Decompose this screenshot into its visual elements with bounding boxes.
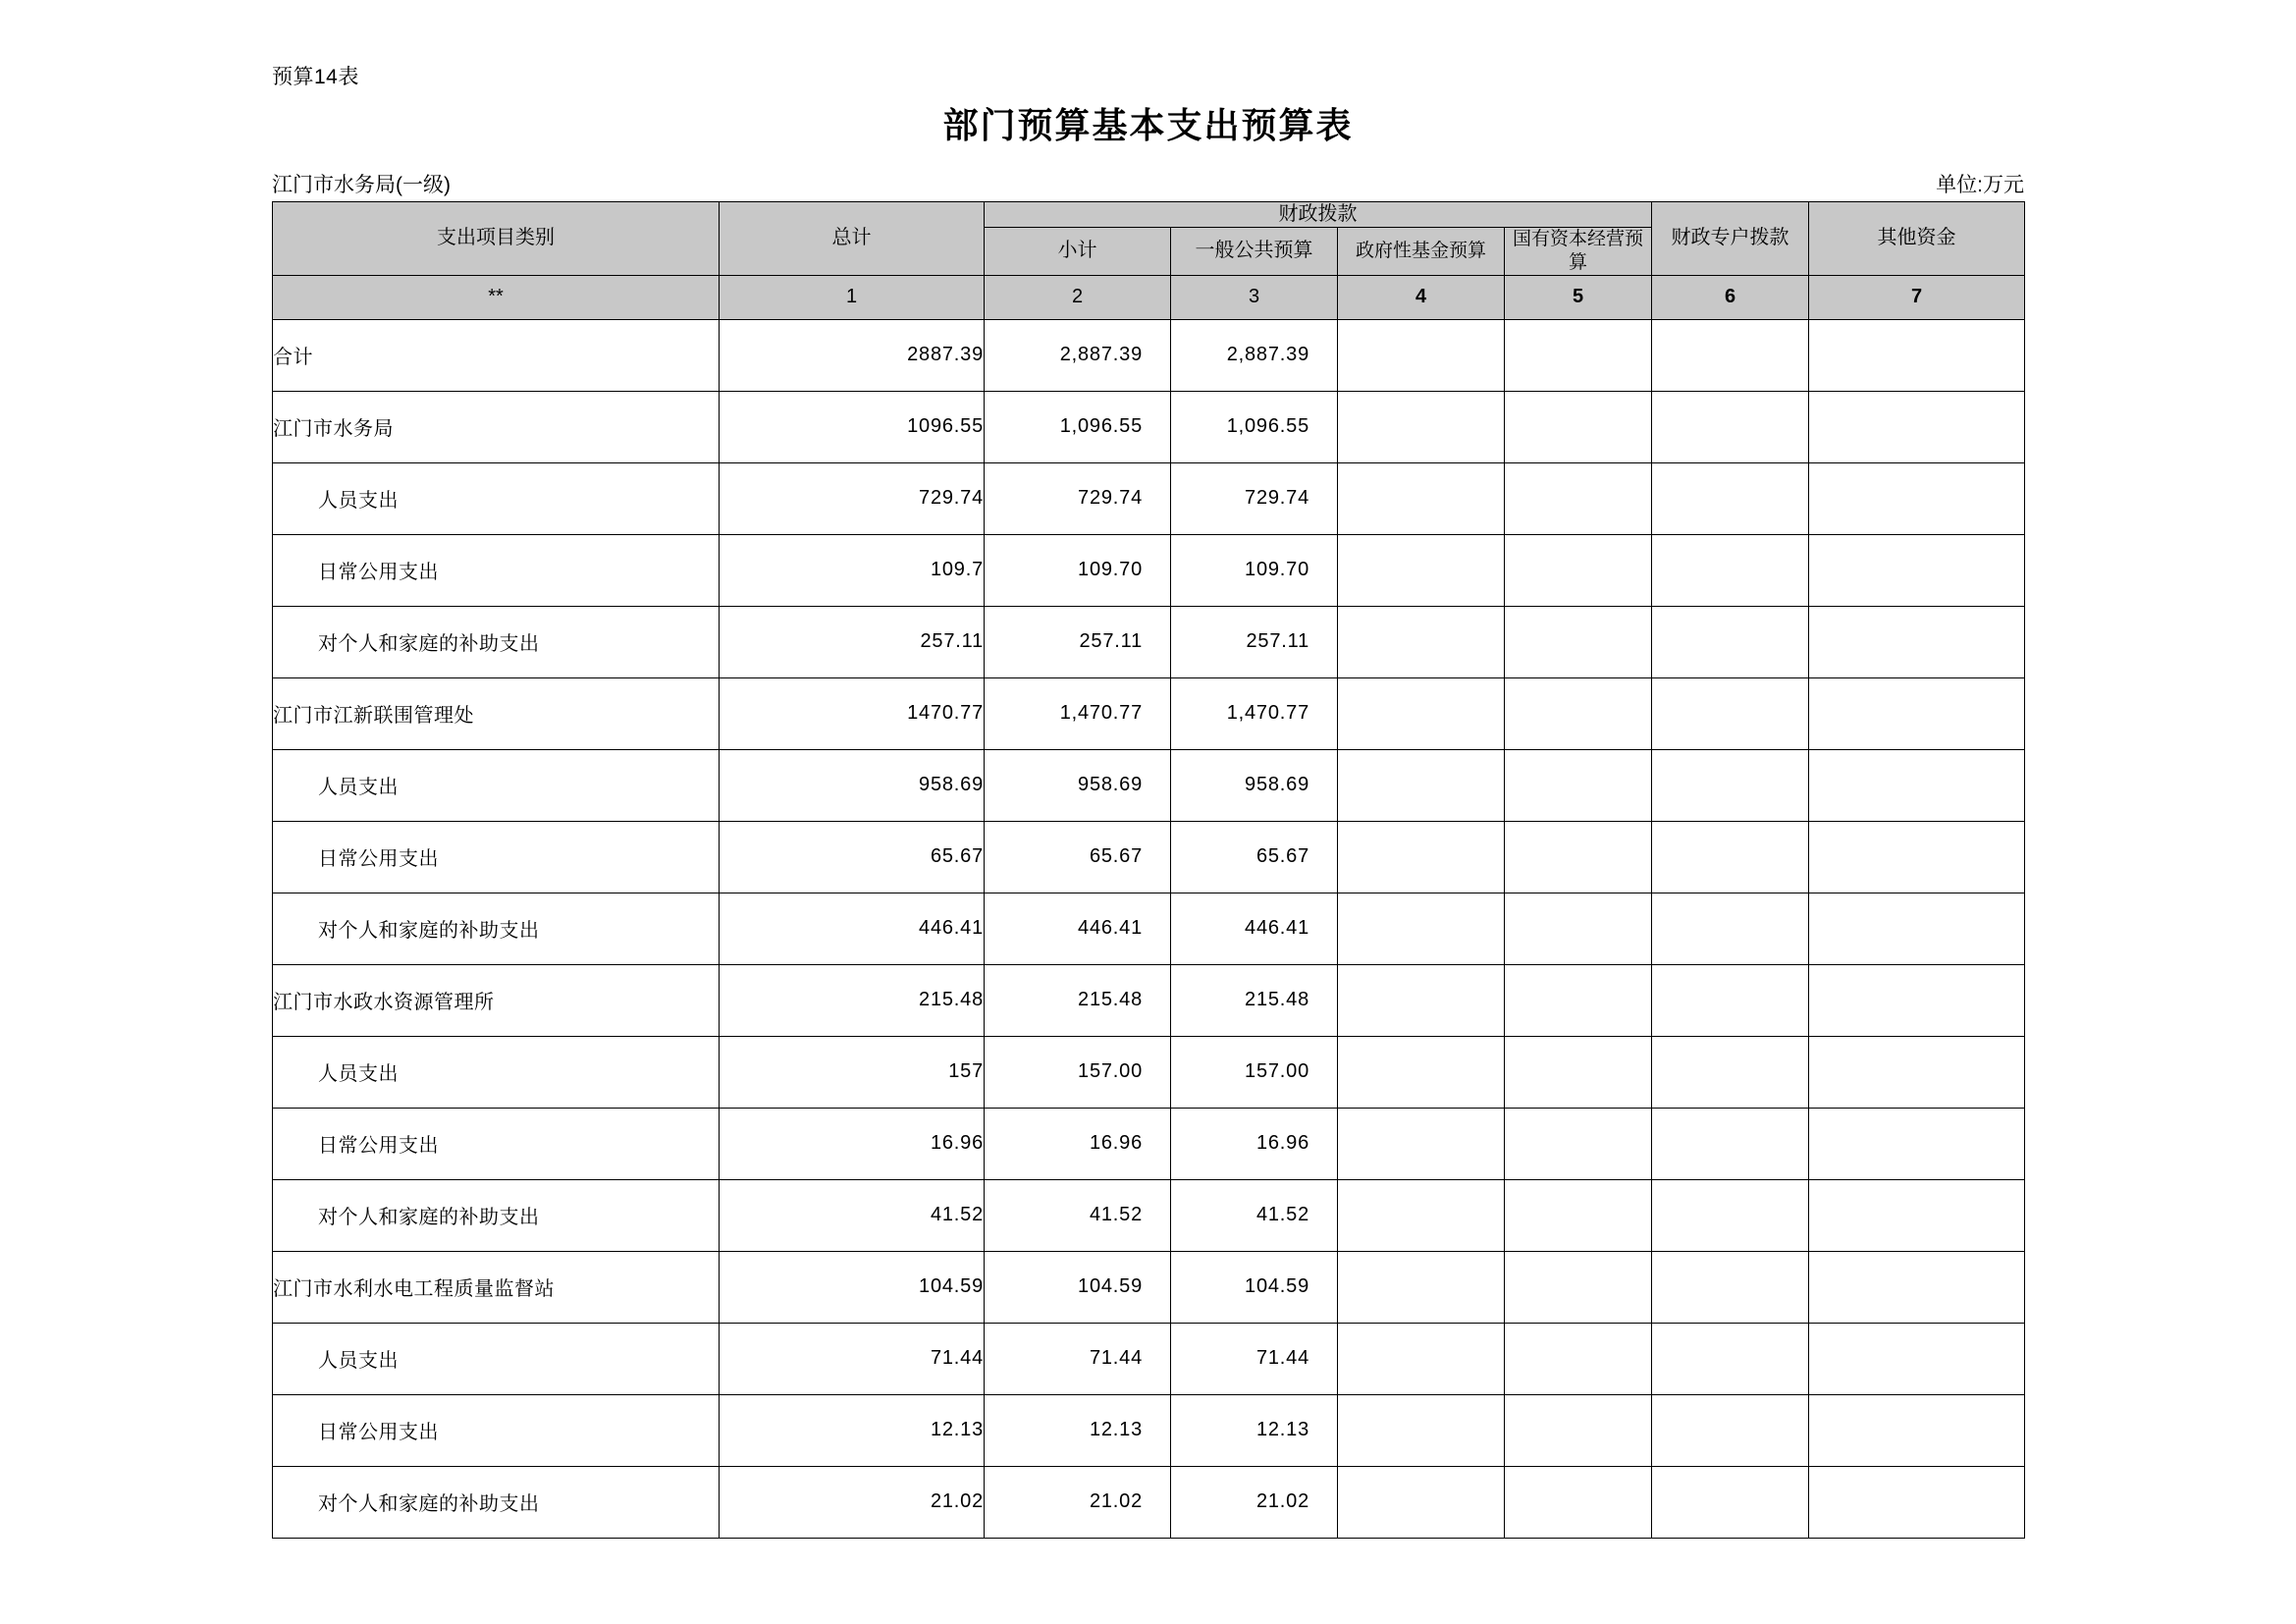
cell-total: 257.11 (720, 606, 985, 677)
cell-general-public-budget: 1,470.77 (1171, 677, 1338, 749)
cell-gov-fund-budget (1338, 1036, 1505, 1108)
cell-state-capital-budget (1505, 391, 1652, 462)
table-row (273, 1466, 2025, 1538)
cell-subtotal: 104.59 (985, 1251, 1171, 1323)
cell-general-public-budget: 41.52 (1171, 1179, 1338, 1251)
cell-general-public-budget: 104.59 (1171, 1251, 1338, 1323)
cell-general-public-budget: 109.70 (1171, 534, 1338, 606)
colnum-total: 1 (720, 275, 985, 319)
cell-fiscal-special-account (1652, 749, 1809, 821)
table-row (273, 749, 2025, 821)
table-header (273, 202, 2025, 320)
row-label: 日常公用支出 (273, 534, 720, 606)
cell-other-funds (1809, 1394, 2025, 1466)
cell-subtotal: 109.70 (985, 534, 1171, 606)
cell-gov-fund-budget (1338, 606, 1505, 677)
cell-general-public-budget: 157.00 (1171, 1036, 1338, 1108)
cell-total: 446.41 (720, 893, 985, 964)
row-label: 对个人和家庭的补助支出 (273, 1179, 720, 1251)
cell-total: 1096.55 (720, 391, 985, 462)
cell-fiscal-special-account (1652, 1466, 1809, 1538)
cell-state-capital-budget (1505, 821, 1652, 893)
table-row (273, 893, 2025, 964)
cell-total: 12.13 (720, 1394, 985, 1466)
cell-fiscal-special-account (1652, 1108, 1809, 1179)
cell-gov-fund-budget (1338, 749, 1505, 821)
cell-general-public-budget: 215.48 (1171, 964, 1338, 1036)
cell-total: 41.52 (720, 1179, 985, 1251)
cell-fiscal-special-account (1652, 606, 1809, 677)
row-label: 人员支出 (273, 1323, 720, 1394)
cell-total: 104.59 (720, 1251, 985, 1323)
table-row (273, 1323, 2025, 1394)
cell-fiscal-special-account (1652, 319, 1809, 391)
cell-general-public-budget: 2,887.39 (1171, 319, 1338, 391)
colnum-category: ** (273, 275, 720, 319)
colnum-fin: 6 (1652, 275, 1809, 319)
cell-state-capital-budget (1505, 893, 1652, 964)
cell-subtotal: 729.74 (985, 462, 1171, 534)
cell-state-capital-budget (1505, 1394, 1652, 1466)
cell-subtotal: 12.13 (985, 1394, 1171, 1466)
colnum-soe: 5 (1505, 275, 1652, 319)
cell-subtotal: 1,096.55 (985, 391, 1171, 462)
column-number-row (273, 275, 2025, 319)
cell-total: 2887.39 (720, 319, 985, 391)
table-row (273, 606, 2025, 677)
cell-fiscal-special-account (1652, 1394, 1809, 1466)
cell-fiscal-special-account (1652, 821, 1809, 893)
row-label: 日常公用支出 (273, 1394, 720, 1466)
cell-other-funds (1809, 677, 2025, 749)
cell-state-capital-budget (1505, 606, 1652, 677)
cell-total: 109.7 (720, 534, 985, 606)
row-label: 人员支出 (273, 462, 720, 534)
header-category: 支出项目类别 (273, 202, 720, 276)
cell-fiscal-special-account (1652, 677, 1809, 749)
header-fiscal-appropriation: 财政拨款 (985, 202, 1652, 228)
header-other-funds: 其他资金 (1809, 202, 2025, 276)
table-row (273, 1036, 2025, 1108)
cell-subtotal: 16.96 (985, 1108, 1171, 1179)
cell-other-funds (1809, 462, 2025, 534)
cell-other-funds (1809, 749, 2025, 821)
cell-general-public-budget: 21.02 (1171, 1466, 1338, 1538)
table-row (273, 1251, 2025, 1323)
header-total: 总计 (720, 202, 985, 276)
table-row (273, 1179, 2025, 1251)
cell-general-public-budget: 446.41 (1171, 893, 1338, 964)
cell-fiscal-special-account (1652, 1036, 1809, 1108)
cell-general-public-budget: 257.11 (1171, 606, 1338, 677)
cell-subtotal: 21.02 (985, 1466, 1171, 1538)
cell-general-public-budget: 729.74 (1171, 462, 1338, 534)
cell-state-capital-budget (1505, 319, 1652, 391)
unit-note: 单位:万元 (1936, 174, 2024, 196)
row-label: 对个人和家庭的补助支出 (273, 893, 720, 964)
row-label: 人员支出 (273, 1036, 720, 1108)
cell-subtotal: 71.44 (985, 1323, 1171, 1394)
cell-fiscal-special-account (1652, 391, 1809, 462)
form-code: 预算14表 (272, 66, 359, 88)
cell-other-funds (1809, 391, 2025, 462)
cell-other-funds (1809, 893, 2025, 964)
row-label: 对个人和家庭的补助支出 (273, 606, 720, 677)
table-row (273, 462, 2025, 534)
cell-state-capital-budget (1505, 1251, 1652, 1323)
cell-fiscal-special-account (1652, 893, 1809, 964)
cell-gov-fund-budget (1338, 893, 1505, 964)
table-row (273, 964, 2025, 1036)
cell-total: 1470.77 (720, 677, 985, 749)
header-gov-fund-budget: 政府性基金预算 (1338, 228, 1505, 276)
row-label: 日常公用支出 (273, 821, 720, 893)
cell-state-capital-budget (1505, 964, 1652, 1036)
cell-gov-fund-budget (1338, 677, 1505, 749)
cell-subtotal: 958.69 (985, 749, 1171, 821)
cell-gov-fund-budget (1338, 1251, 1505, 1323)
header-general-public-budget: 一般公共预算 (1171, 228, 1338, 276)
cell-subtotal: 215.48 (985, 964, 1171, 1036)
cell-gov-fund-budget (1338, 821, 1505, 893)
cell-total: 65.67 (720, 821, 985, 893)
cell-general-public-budget: 65.67 (1171, 821, 1338, 893)
table-row (273, 1108, 2025, 1179)
row-label: 人员支出 (273, 749, 720, 821)
colnum-other: 7 (1809, 275, 2025, 319)
cell-other-funds (1809, 319, 2025, 391)
cell-fiscal-special-account (1652, 534, 1809, 606)
cell-state-capital-budget (1505, 1036, 1652, 1108)
cell-fiscal-special-account (1652, 964, 1809, 1036)
cell-other-funds (1809, 1036, 2025, 1108)
department-name: 江门市水务局(一级) (272, 174, 451, 196)
row-label: 江门市江新联围管理处 (273, 677, 720, 749)
cell-state-capital-budget (1505, 1108, 1652, 1179)
page-title: 部门预算基本支出预算表 (942, 105, 1354, 145)
cell-subtotal: 2,887.39 (985, 319, 1171, 391)
colnum-gov: 4 (1338, 275, 1505, 319)
header-subtotal: 小计 (985, 228, 1171, 276)
cell-gov-fund-budget (1338, 1466, 1505, 1538)
cell-other-funds (1809, 1251, 2025, 1323)
cell-subtotal: 1,470.77 (985, 677, 1171, 749)
cell-state-capital-budget (1505, 1466, 1652, 1538)
cell-other-funds (1809, 1466, 2025, 1538)
cell-other-funds (1809, 1108, 2025, 1179)
cell-other-funds (1809, 964, 2025, 1036)
cell-gov-fund-budget (1338, 534, 1505, 606)
table-row (273, 821, 2025, 893)
cell-general-public-budget: 12.13 (1171, 1394, 1338, 1466)
row-label: 对个人和家庭的补助支出 (273, 1466, 720, 1538)
header-fiscal-special-account: 财政专户拨款 (1652, 202, 1809, 276)
row-label: 日常公用支出 (273, 1108, 720, 1179)
cell-gov-fund-budget (1338, 1394, 1505, 1466)
cell-other-funds (1809, 1179, 2025, 1251)
subheader (272, 169, 2024, 196)
cell-other-funds (1809, 1323, 2025, 1394)
cell-subtotal: 157.00 (985, 1036, 1171, 1108)
header-state-capital-budget: 国有资本经营预算 (1505, 228, 1652, 276)
table-row (273, 534, 2025, 606)
cell-general-public-budget: 958.69 (1171, 749, 1338, 821)
cell-gov-fund-budget (1338, 391, 1505, 462)
cell-subtotal: 257.11 (985, 606, 1171, 677)
cell-fiscal-special-account (1652, 1179, 1809, 1251)
cell-total: 729.74 (720, 462, 985, 534)
table-row (273, 391, 2025, 462)
cell-general-public-budget: 1,096.55 (1171, 391, 1338, 462)
cell-subtotal: 446.41 (985, 893, 1171, 964)
cell-other-funds (1809, 821, 2025, 893)
row-label: 江门市水政水资源管理所 (273, 964, 720, 1036)
row-label: 合计 (273, 319, 720, 391)
cell-state-capital-budget (1505, 1179, 1652, 1251)
cell-general-public-budget: 16.96 (1171, 1108, 1338, 1179)
budget-table (272, 201, 2025, 1539)
cell-subtotal: 65.67 (985, 821, 1171, 893)
header-row-top (273, 202, 2025, 228)
table-body (273, 319, 2025, 1538)
cell-fiscal-special-account (1652, 1251, 1809, 1323)
cell-gov-fund-budget (1338, 1108, 1505, 1179)
cell-state-capital-budget (1505, 534, 1652, 606)
cell-total: 71.44 (720, 1323, 985, 1394)
table-row (273, 1394, 2025, 1466)
cell-total: 157 (720, 1036, 985, 1108)
cell-total: 215.48 (720, 964, 985, 1036)
cell-state-capital-budget (1505, 677, 1652, 749)
cell-fiscal-special-account (1652, 1323, 1809, 1394)
cell-other-funds (1809, 606, 2025, 677)
row-label: 江门市水务局 (273, 391, 720, 462)
row-label: 江门市水利水电工程质量监督站 (273, 1251, 720, 1323)
cell-fiscal-special-account (1652, 462, 1809, 534)
table-row (273, 319, 2025, 391)
cell-state-capital-budget (1505, 462, 1652, 534)
table-row (273, 677, 2025, 749)
cell-other-funds (1809, 534, 2025, 606)
cell-total: 21.02 (720, 1466, 985, 1538)
cell-gov-fund-budget (1338, 1179, 1505, 1251)
cell-gov-fund-budget (1338, 1323, 1505, 1394)
cell-subtotal: 41.52 (985, 1179, 1171, 1251)
colnum-general: 3 (1171, 275, 1338, 319)
cell-gov-fund-budget (1338, 462, 1505, 534)
cell-gov-fund-budget (1338, 319, 1505, 391)
cell-total: 16.96 (720, 1108, 985, 1179)
cell-total: 958.69 (720, 749, 985, 821)
colnum-subtotal: 2 (985, 275, 1171, 319)
cell-general-public-budget: 71.44 (1171, 1323, 1338, 1394)
cell-state-capital-budget (1505, 749, 1652, 821)
cell-gov-fund-budget (1338, 964, 1505, 1036)
cell-state-capital-budget (1505, 1323, 1652, 1394)
